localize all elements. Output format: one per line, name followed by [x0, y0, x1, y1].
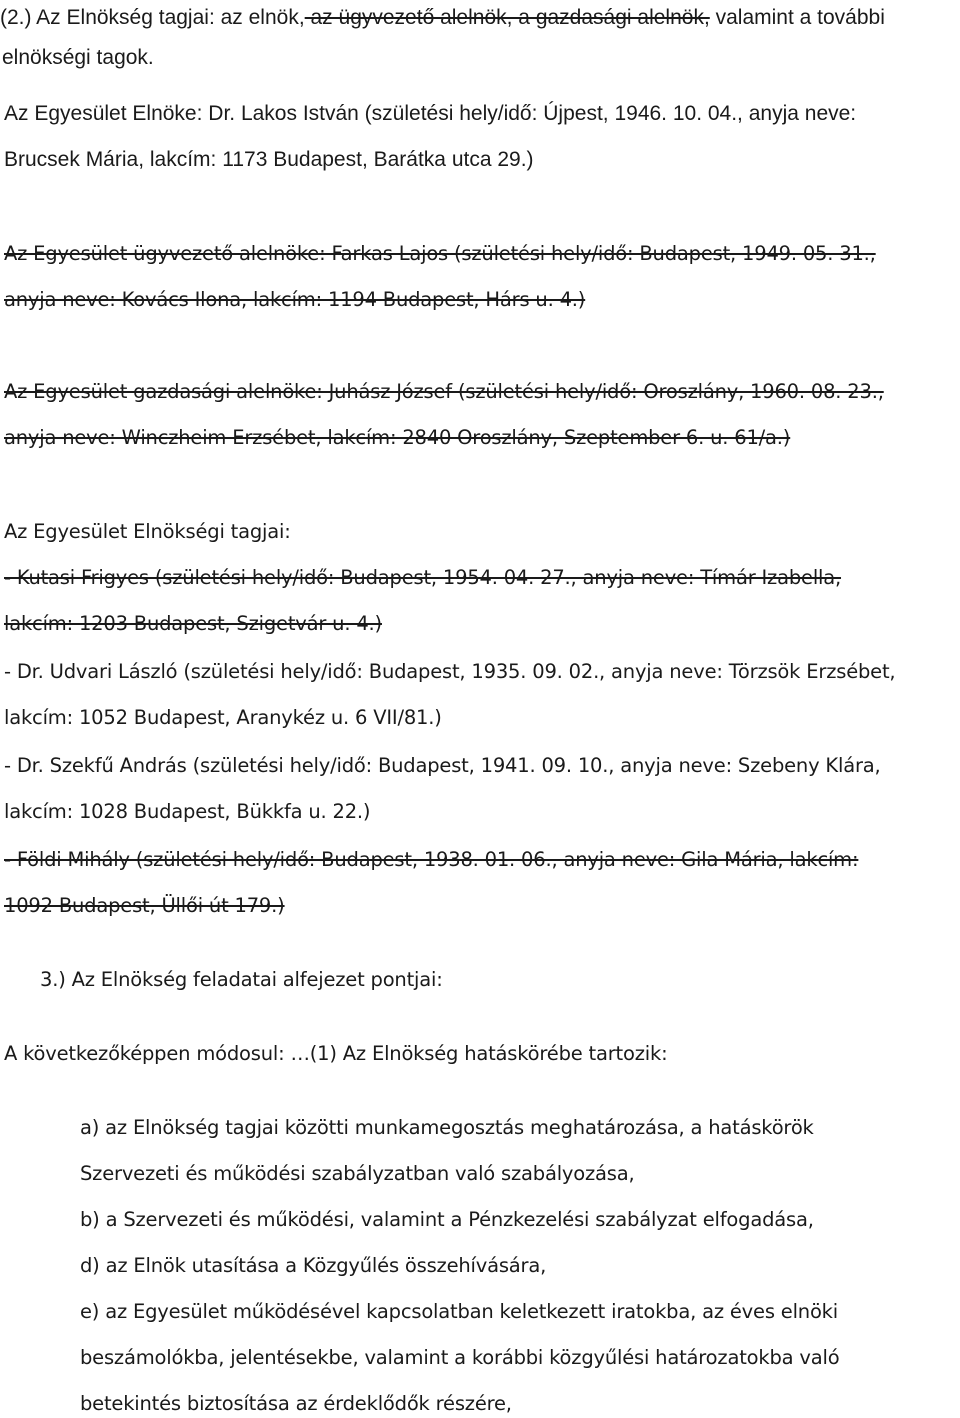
szekfu-line2: lakcím: 1028 Budapest, Bükkfa u. 22.) [4, 800, 371, 823]
szekfu-line1: - Dr. Szekfű András (születési hely/idő: Budapest, 1941. 09. 10., anyja neve: Szebeny Klára, [4, 754, 881, 777]
item2-intro-text-end: valamint a további [709, 6, 885, 29]
point-e-line1: e) az Egyesület működésével kapcsolatban keletkezett iratokba, az éves elnöki [80, 1300, 838, 1323]
kutasi-line2: lakcím: 1203 Budapest, Szigetvár u. 4.) [4, 612, 382, 635]
udvari-line1: - Dr. Udvari László (születési hely/idő: Budapest, 1935. 09. 02., anyja neve: Törzsök Erzsébet, [4, 660, 896, 683]
elnok-line1: Az Egyesület Elnöke: Dr. Lakos István (születési hely/idő: Újpest, 1946. 10. 04., anyja neve: [4, 102, 857, 125]
ugyvezeto-line1: Az Egyesület ügyvezető alelnöke: Farkas Lajos (születési hely/idő: Budapest, 1949. 05. 31., [4, 242, 876, 265]
gazdasagi-line1: Az Egyesület gazdasági alelnöke: Juhász József (születési hely/idő: Oroszlány, 1960. 08. 23., [4, 380, 884, 403]
item2-intro-line2: elnökségi tagok. [2, 46, 154, 69]
udvari-line2: lakcím: 1052 Budapest, Aranykéz u. 6 VII/81.) [4, 706, 442, 729]
point-d-line: d) az Elnök utasítása a Közgyűlés összehívására, [80, 1254, 547, 1277]
kutasi-line1: - Kutasi Frigyes (születési hely/idő: Budapest, 1954. 04. 27., anyja neve: Tímár Izabella, [4, 566, 842, 589]
item2-intro-text: (2.) Az Elnökség tagjai: az elnök, [0, 6, 305, 29]
point-e-line2: beszámolókba, jelentésekbe, valamint a korábbi közgyűlési határozatokba való [80, 1346, 840, 1369]
foldi-line1: - Földi Mihály (születési hely/idő: Budapest, 1938. 01. 06., anyja neve: Gila Mária, lakcím: [4, 848, 859, 871]
point-a-line1: a) az Elnökség tagjai közötti munkamegosztás meghatározása, a hatáskörök [80, 1116, 814, 1139]
elnok-line2: Brucsek Mária, lakcím: 1173 Budapest, Barátka utca 29.) [4, 148, 534, 171]
item2-intro-line1 [0, 4, 885, 32]
point-e-line3: betekintés biztosítása az érdeklődők részére, [80, 1392, 512, 1415]
ugyvezeto-line2: anyja neve: Kovács Ilona, lakcím: 1194 Budapest, Hárs u. 4.) [4, 288, 586, 311]
foldi-line2: 1092 Budapest, Üllői út 179.) [4, 894, 285, 917]
tagok-heading: Az Egyesület Elnökségi tagjai: [4, 520, 291, 543]
point-b-line: b) a Szervezeti és működési, valamint a Pénzkezelési szabályzat elfogadása, [80, 1208, 814, 1231]
item3-heading: 3.) Az Elnökség feladatai alfejezet pontjai: [40, 968, 443, 991]
item2-intro-struck-text: az ügyvezető alelnök, a gazdasági alelnök, [304, 6, 710, 29]
modosul-line: A következőképpen módosul: …(1) Az Elnökség hatáskörébe tartozik: [4, 1042, 668, 1065]
gazdasagi-line2: anyja neve: Winczheim Erzsébet, lakcím: 2840 Oroszlány, Szeptember 6. u. 61/a.) [4, 426, 791, 449]
point-a-line2: Szervezeti és működési szabályzatban való szabályozása, [80, 1162, 635, 1185]
